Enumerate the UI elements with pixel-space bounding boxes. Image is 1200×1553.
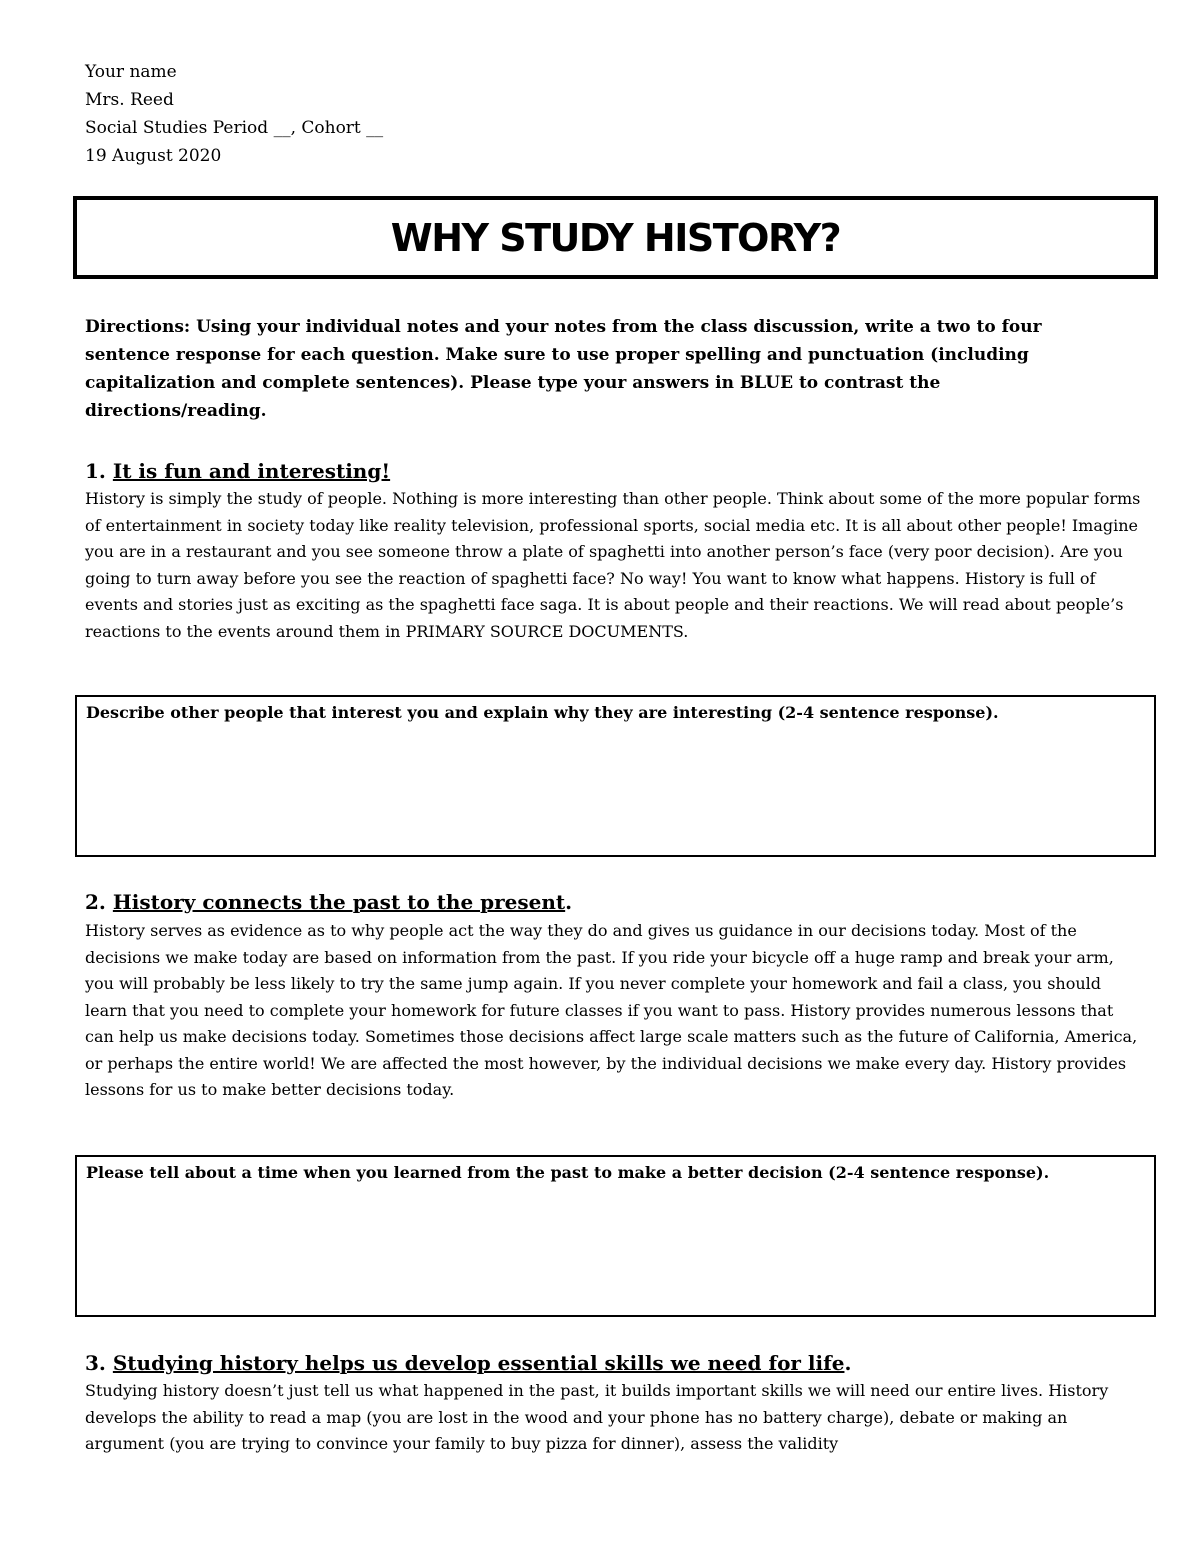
section-1-number: 1. [85, 459, 106, 483]
section-1-heading [85, 457, 390, 485]
page-title: WHY STUDY HISTORY? [390, 215, 841, 260]
section-3-title: Studying history helps us develop essential skills we need for life [112, 1351, 845, 1375]
section-2-body: History serves as evidence as to why people act the way they do and gives us guidance in our decisions today. Most of the decisions we make today are based on information from the past. If you ride your bicycle off a huge ramp and break your arm, you will probably be less likely to try the same jump again. If you never complete your homework and fail a class, you should learn that you need to complete your homework for future classes if you want to pass. History provides numerous lessons that can help us make decisions today. Sometimes those decisions affect large scale matters such as the future of California, America, or perhaps the entire world! We are affected the most however, by the individual decisions we make every day. History provides lessons for us to make better decisions today. [85, 921, 1138, 1099]
section-3-body: Studying history doesn’t just tell us what happened in the past, it builds important skills we will need our entire lives. History develops the ability to read a map (you are lost in the wood and your phone has no battery charge), debate or making an argument (you are trying to convince your family to buy pizza for dinner), assess the validity [85, 1381, 1109, 1453]
date: 19 August 2020 [85, 146, 222, 166]
section-1-prompt: Describe other people that interest you and explain why they are interesting (2-4 sentence response). [86, 703, 999, 722]
section-3-trail: . [844, 1351, 852, 1375]
teacher-name: Mrs. Reed [85, 90, 174, 110]
section-2-prompt: Please tell about a time when you learned from the past to make a better decision (2-4 sentence response). [86, 1163, 1050, 1182]
section-2-heading [85, 888, 572, 916]
section-1-title: It is fun and interesting! [112, 459, 391, 483]
section-3-number: 3. [85, 1351, 106, 1375]
title-box [73, 196, 1158, 279]
section-2-response-box[interactable] [75, 1155, 1156, 1317]
section-1-body: History is simply the study of people. Nothing is more interesting than other people. Think about some of the more popular forms of entertainment in society today like reality television, professional sports, social media etc. It is all about other people! Imagine you are in a restaurant and you see someone throw a plate of spaghetti into another person’s face (very poor decision). Are you going to turn away before you see the reaction of spaghetti face? No way! You want to know what happens. History is full of events and stories just as exciting as the spaghetti face saga. It is about people and their reactions. We will read about people’s reactions to the events around them in PRIMARY SOURCE DOCUMENTS. [85, 489, 1141, 641]
section-2-title: History connects the past to the present [112, 890, 566, 914]
student-name: Your name [85, 62, 177, 82]
section-3-heading [85, 1349, 851, 1377]
directions: Directions: Using your individual notes and your notes from the class discussion, write a two to four sentence response for each question. Make sure to use proper spelling and punctuation (including capitalization and complete sentences). Please type your answers in BLUE to contrast the directions/reading. [85, 317, 1042, 421]
header-block [85, 58, 383, 170]
section-2-number: 2. [85, 890, 106, 914]
section-1-response-box[interactable] [75, 695, 1156, 857]
section-2-trail: . [565, 890, 573, 914]
class-period: Social Studies Period __, Cohort __ [85, 118, 384, 138]
